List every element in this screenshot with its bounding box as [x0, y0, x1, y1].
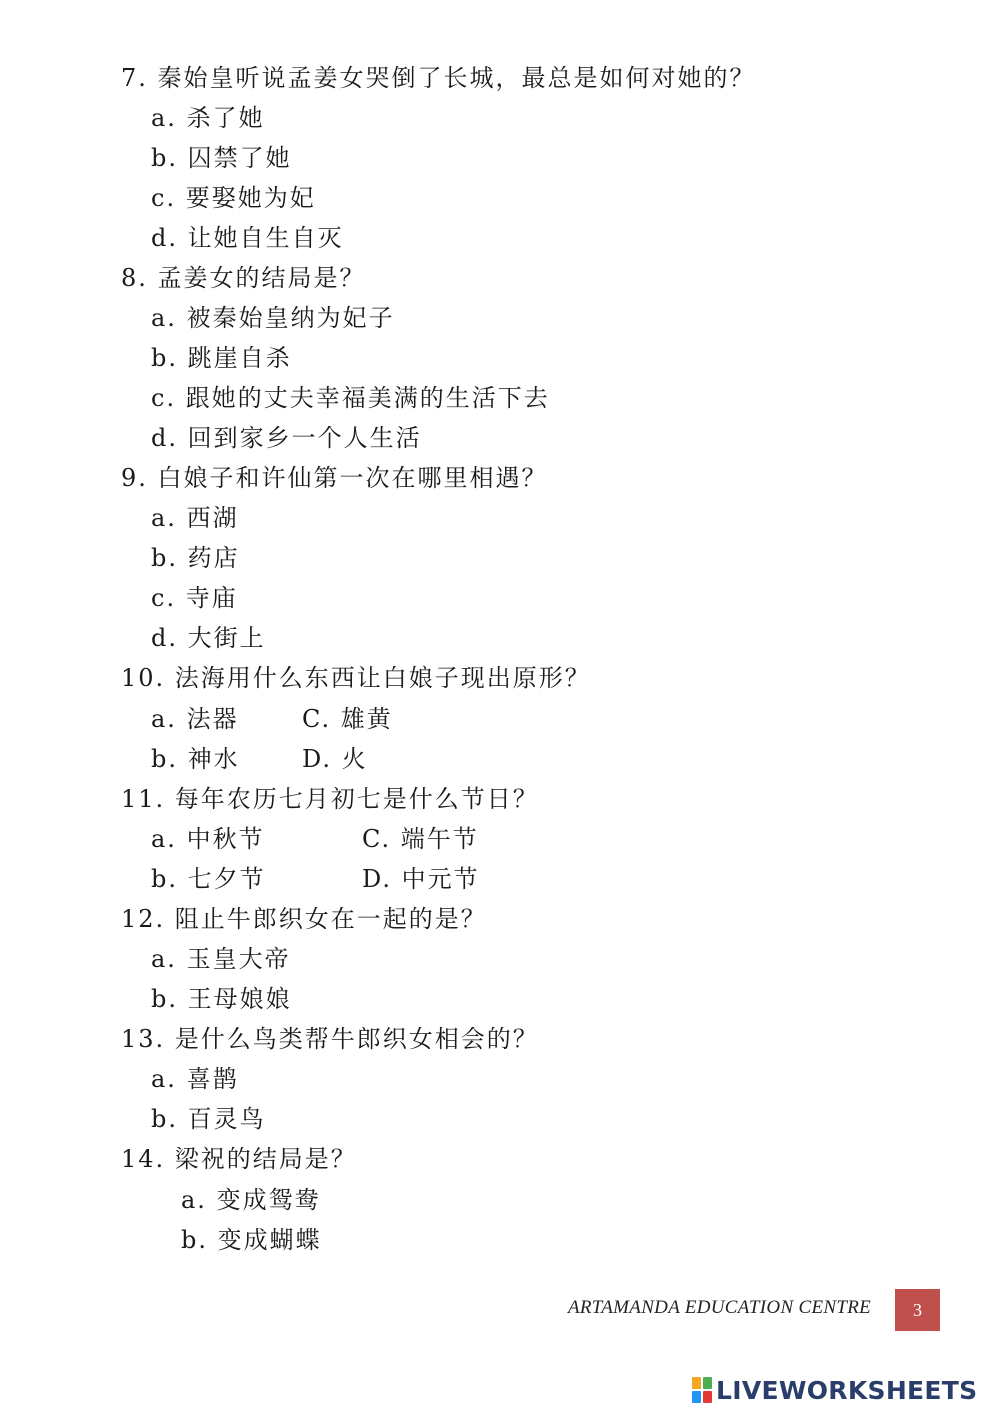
liveworksheets-wordmark: LIVEWORKSHEETS [716, 1375, 978, 1405]
q14-option-b[interactable]: b. 变成蝴蝶 [181, 1226, 322, 1254]
q13-option-a[interactable]: a. 喜鹊 [151, 1065, 239, 1093]
q12-option-a[interactable]: a. 玉皇大帝 [151, 945, 291, 973]
q13-option-b[interactable]: b. 百灵鸟 [151, 1105, 266, 1133]
q10-option-d[interactable]: D. 火 [302, 745, 368, 773]
question-14: 14. 梁祝的结局是？ [121, 1145, 357, 1173]
page-number: 3 [895, 1289, 940, 1331]
q7-option-a[interactable]: a. 杀了她 [151, 104, 265, 132]
footer-centre-name: ARTAMANDA EDUCATION CENTRE [568, 1297, 872, 1318]
liveworksheets-mark-icon [692, 1377, 712, 1403]
q14-option-a[interactable]: a. 变成鸳鸯 [181, 1186, 321, 1214]
liveworksheets-logo[interactable] [692, 1374, 977, 1406]
q9-option-d[interactable]: d. 大街上 [151, 624, 266, 652]
question-13: 13. 是什么鸟类帮牛郎织女相会的？ [121, 1025, 539, 1053]
question-11: 11. 每年农历七月初七是什么节日？ [121, 785, 539, 813]
q11-option-c[interactable]: C. 端午节 [362, 825, 479, 853]
q8-option-d[interactable]: d. 回到家乡一个人生活 [151, 424, 422, 452]
q10-option-b[interactable]: b. 神水 [151, 745, 240, 773]
question-10: 10. 法海用什么东西让白娘子现出原形？ [121, 664, 591, 692]
q8-option-c[interactable]: c. 跟她的丈夫幸福美满的生活下去 [151, 384, 550, 412]
q8-option-b[interactable]: b. 跳崖自杀 [151, 344, 292, 372]
q7-option-d[interactable]: d. 让她自生自灭 [151, 224, 344, 252]
q10-option-c[interactable]: C. 雄黄 [302, 705, 393, 733]
q9-option-c[interactable]: c. 寺庙 [151, 584, 238, 612]
q11-option-d[interactable]: D. 中元节 [362, 865, 480, 893]
question-7: 7. 秦始皇听说孟姜女哭倒了长城，最总是如何对她的？ [121, 64, 756, 92]
q7-option-c[interactable]: c. 要娶她为妃 [151, 184, 316, 212]
q8-option-a[interactable]: a. 被秦始皇纳为妃子 [151, 304, 395, 332]
question-12: 12. 阻止牛郎织女在一起的是？ [121, 905, 487, 933]
question-9: 9. 白娘子和许仙第一次在哪里相遇？ [121, 464, 548, 492]
q7-option-b[interactable]: b. 囚禁了她 [151, 144, 292, 172]
q10-option-a[interactable]: a. 法器 [151, 705, 239, 733]
q9-option-b[interactable]: b. 药店 [151, 544, 240, 572]
q12-option-b[interactable]: b. 王母娘娘 [151, 985, 292, 1013]
q11-option-b[interactable]: b. 七夕节 [151, 865, 266, 893]
q11-option-a[interactable]: a. 中秋节 [151, 825, 265, 853]
q9-option-a[interactable]: a. 西湖 [151, 504, 239, 532]
question-8: 8. 孟姜女的结局是？ [121, 264, 366, 292]
